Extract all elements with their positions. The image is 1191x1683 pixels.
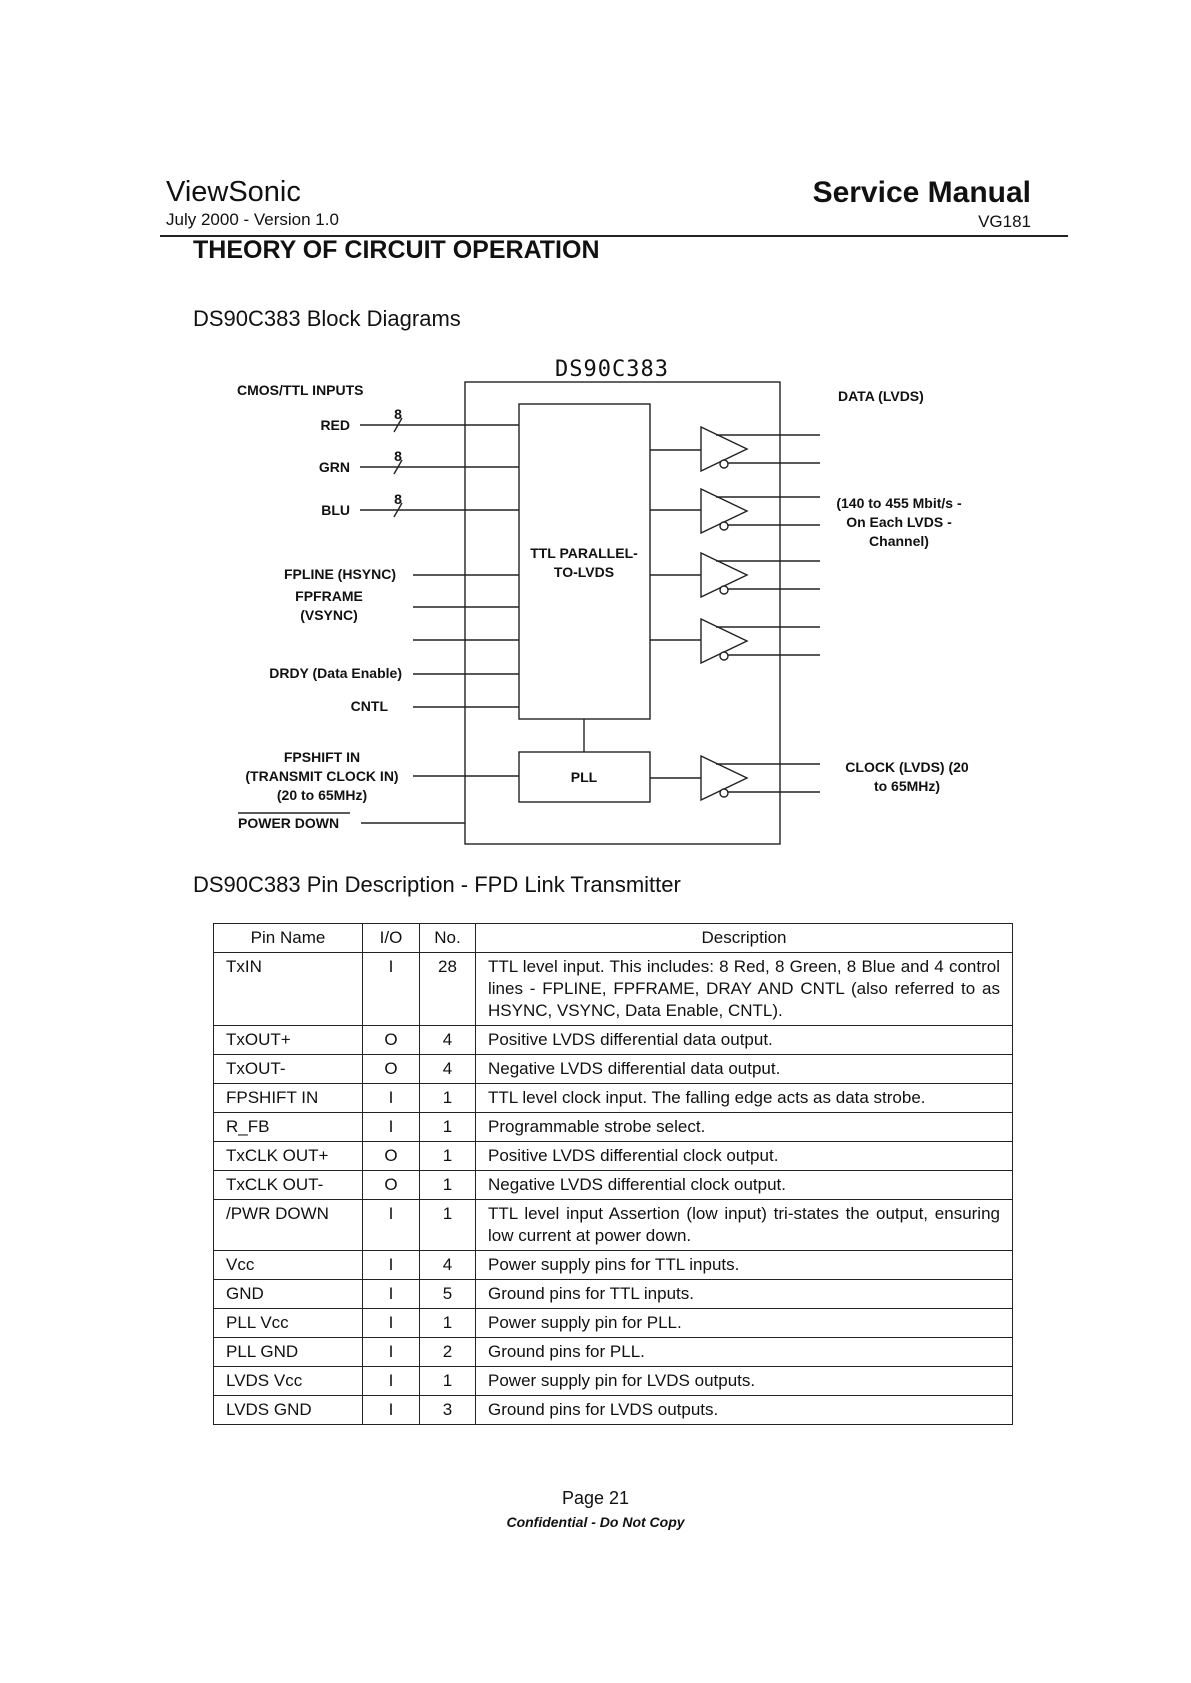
pin-count: 1 <box>420 1142 476 1171</box>
pin-description: Power supply pin for LVDS outputs. <box>476 1367 1013 1396</box>
table-row <box>214 1251 1013 1280</box>
pin-io: I <box>363 953 420 1026</box>
pin-name: FPSHIFT IN <box>214 1084 363 1113</box>
lvds-driver-4 <box>650 619 820 663</box>
pin-name: TxOUT- <box>214 1055 363 1084</box>
pin-count: 1 <box>420 1171 476 1200</box>
pin-table <box>213 923 1013 1425</box>
input-fpshift-label-1: FPSHIFT IN <box>283 749 361 765</box>
lvds-driver-1 <box>650 427 820 471</box>
input-red-width: 8 <box>394 406 402 422</box>
pin-count: 3 <box>420 1396 476 1425</box>
pin-name: PLL Vcc <box>214 1309 363 1338</box>
table-row <box>214 1367 1013 1396</box>
lvds-driver-3 <box>650 553 820 597</box>
pin-name: GND <box>214 1280 363 1309</box>
input-fpshift-label-3: (20 to 65MHz) <box>276 787 368 803</box>
converter-label-1: TTL PARALLEL- <box>530 545 638 561</box>
pin-name: R_FB <box>214 1113 363 1142</box>
clock-output-label-1: CLOCK (LVDS) (20 <box>845 759 969 775</box>
pin-name: TxOUT+ <box>214 1026 363 1055</box>
input-cntl-label: CNTL <box>350 698 388 714</box>
pin-name: TxIN <box>214 953 363 1026</box>
input-blu-label: BLU <box>321 502 350 518</box>
pin-io: O <box>363 1171 420 1200</box>
pin-io: I <box>363 1113 420 1142</box>
pin-io: O <box>363 1026 420 1055</box>
pin-count: 1 <box>420 1084 476 1113</box>
pin-description: TTL level clock input. The falling edge acts as data strobe. <box>476 1084 1013 1113</box>
pin-name: LVDS GND <box>214 1396 363 1425</box>
pin-count: 4 <box>420 1055 476 1084</box>
pll-label: PLL <box>570 769 598 785</box>
lvds-driver-2 <box>650 489 820 533</box>
pin-count: 1 <box>420 1113 476 1142</box>
converter-label-2: TO-LVDS <box>553 564 615 580</box>
pin-description: Negative LVDS differential clock output. <box>476 1171 1013 1200</box>
pin-io: O <box>363 1142 420 1171</box>
pin-count: 2 <box>420 1338 476 1367</box>
pin-io: I <box>363 1280 420 1309</box>
pin-count: 4 <box>420 1026 476 1055</box>
input-drdy-label: DRDY (Data Enable) <box>269 665 402 681</box>
data-rate-label-2: On Each LVDS - <box>846 514 952 530</box>
pin-description: Ground pins for PLL. <box>476 1338 1013 1367</box>
pin-io: I <box>363 1084 420 1113</box>
pin-io: I <box>363 1367 420 1396</box>
model-number: VG181 <box>978 212 1031 231</box>
table-row <box>214 953 1013 1026</box>
input-power-down-label: POWER DOWN <box>238 815 340 831</box>
table-row <box>214 1113 1013 1142</box>
data-rate-label-3: Channel) <box>869 533 929 549</box>
table-row <box>214 1171 1013 1200</box>
chip-label: DS90C383 <box>555 357 669 382</box>
pin-count: 1 <box>420 1309 476 1338</box>
table-row <box>214 1200 1013 1251</box>
pin-description: Ground pins for TTL inputs. <box>476 1280 1013 1309</box>
brand-name: ViewSonic <box>166 176 301 208</box>
pin-name: LVDS Vcc <box>214 1367 363 1396</box>
input-blu-width: 8 <box>394 491 402 507</box>
header-description: Description <box>476 924 1013 953</box>
input-grn-width: 8 <box>394 448 402 464</box>
pin-name: /PWR DOWN <box>214 1200 363 1251</box>
lvds-clock-driver <box>650 756 820 800</box>
pin-description: Programmable strobe select. <box>476 1113 1013 1142</box>
data-rate-label-1: (140 to 455 Mbit/s - <box>836 495 962 511</box>
table-row <box>214 1084 1013 1113</box>
table-row <box>214 1026 1013 1055</box>
pin-description: Positive LVDS differential data output. <box>476 1026 1013 1055</box>
pin-description: Power supply pin for PLL. <box>476 1309 1013 1338</box>
pin-io: I <box>363 1338 420 1367</box>
input-red-label: RED <box>320 417 350 433</box>
version-line: July 2000 - Version 1.0 <box>166 210 339 229</box>
pin-count: 5 <box>420 1280 476 1309</box>
clock-output-label-2: to 65MHz) <box>873 778 941 794</box>
pin-count: 4 <box>420 1251 476 1280</box>
pin-io: O <box>363 1055 420 1084</box>
pin-count: 28 <box>420 953 476 1026</box>
pin-count: 1 <box>420 1200 476 1251</box>
pin-description: TTL level input. This includes: 8 Red, 8 Green, 8 Blue and 4 control lines - FPLINE, FPFRAME, DRAY AND CNTL (also referred to as HSYNC, VSYNC, Data Enable, CNTL). <box>476 953 1013 1026</box>
header-no: No. <box>420 924 476 953</box>
header-pin-name: Pin Name <box>214 924 363 953</box>
converter-block <box>519 404 650 719</box>
chip-outline <box>465 382 780 844</box>
confidential-notice: Confidential - Do Not Copy <box>506 1514 685 1530</box>
table-row <box>214 1055 1013 1084</box>
input-fpshift-label-2: (TRANSMIT CLOCK IN) <box>245 768 399 784</box>
page-number: Page 21 <box>561 1488 630 1508</box>
table-row <box>214 1338 1013 1367</box>
table-row <box>214 1142 1013 1171</box>
pin-io: I <box>363 1396 420 1425</box>
diagram-heading: DS90C383 Block Diagrams <box>193 306 461 331</box>
data-output-label: DATA (LVDS) <box>838 388 924 404</box>
pin-name: TxCLK OUT- <box>214 1171 363 1200</box>
pin-io: I <box>363 1251 420 1280</box>
pin-name: Vcc <box>214 1251 363 1280</box>
pin-table-header <box>214 924 1013 953</box>
input-fpframe-label-2: (VSYNC) <box>300 607 358 623</box>
pin-io: I <box>363 1309 420 1338</box>
inputs-header: CMOS/TTL INPUTS <box>237 382 364 398</box>
table-row <box>214 1309 1013 1338</box>
table-row <box>214 1396 1013 1425</box>
input-fpframe-label-1: FPFRAME <box>295 588 363 604</box>
manual-title: Service Manual <box>812 176 1031 209</box>
header-io: I/O <box>363 924 420 953</box>
pin-description: Ground pins for LVDS outputs. <box>476 1396 1013 1425</box>
pin-description: Power supply pins for TTL inputs. <box>476 1251 1013 1280</box>
input-grn-label: GRN <box>318 459 350 475</box>
pin-count: 1 <box>420 1367 476 1396</box>
pin-io: I <box>363 1200 420 1251</box>
pin-description: Positive LVDS differential clock output. <box>476 1142 1013 1171</box>
pin-description: Negative LVDS differential data output. <box>476 1055 1013 1084</box>
pin-name: TxCLK OUT+ <box>214 1142 363 1171</box>
section-title: THEORY OF CIRCUIT OPERATION <box>193 236 600 264</box>
table-row <box>214 1280 1013 1309</box>
input-fpline-label: FPLINE (HSYNC) <box>284 566 396 582</box>
pin-description: TTL level input Assertion (low input) tri-states the output, ensuring low current at power down. <box>476 1200 1013 1251</box>
pin-name: PLL GND <box>214 1338 363 1367</box>
pin-table-heading: DS90C383 Pin Description - FPD Link Transmitter <box>193 872 681 897</box>
